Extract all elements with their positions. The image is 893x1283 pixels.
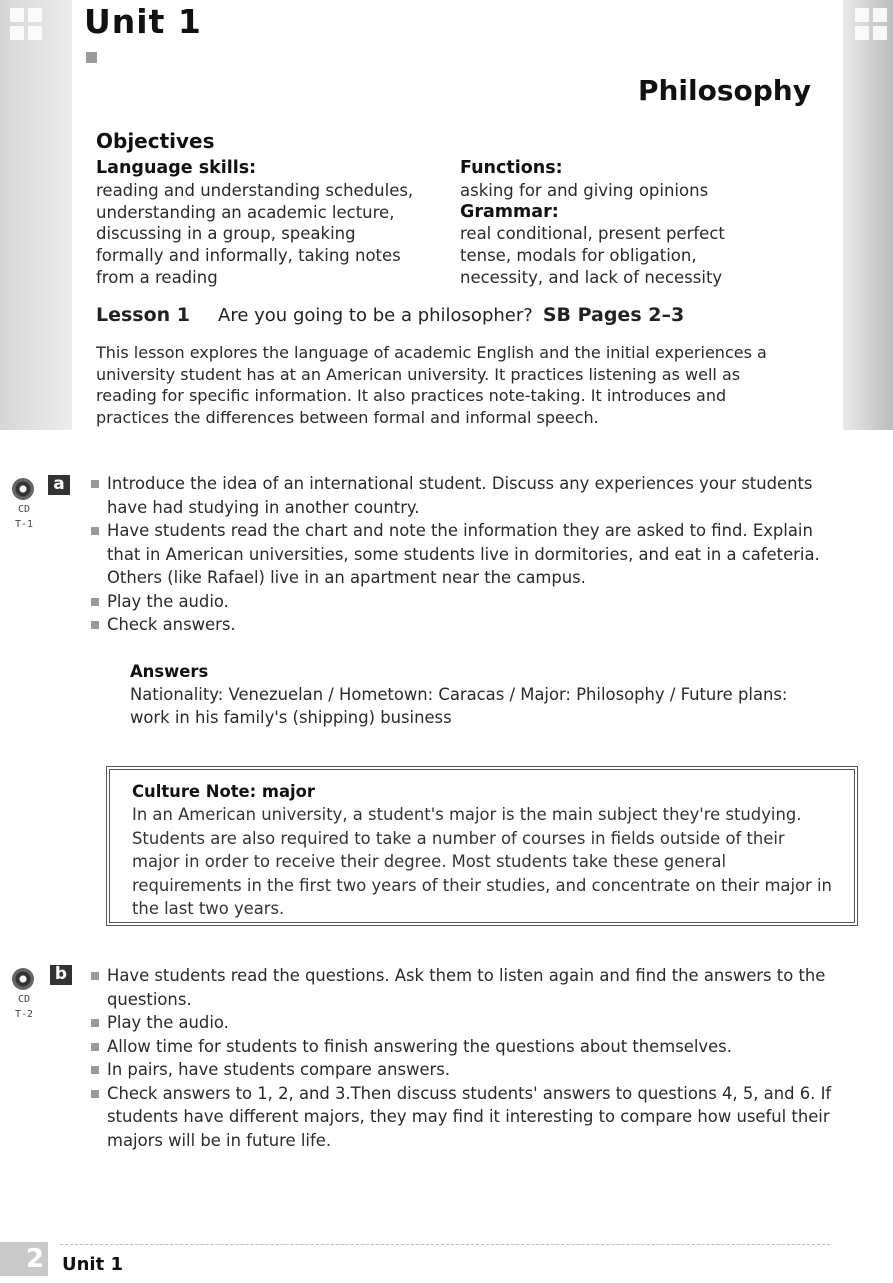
answers-text: Nationality: Venezuelan / Hometown: Caracas / Major: Philosophy / Future plans: work in his family's (shipping) business: [130, 685, 788, 727]
cd-track-b: [12, 968, 36, 1020]
skills-line: reading and understanding schedules,: [96, 180, 414, 200]
step-a-list: [90, 472, 850, 637]
cd-label: CD: [17, 994, 31, 1005]
list-item: Introduce the idea of an international student. Discuss any experiences your students have had studying in another country.: [90, 472, 850, 519]
cd-track-a: [12, 478, 36, 530]
section-title: Philosophy: [637, 74, 811, 107]
step-badge-b: b: [50, 965, 72, 985]
cd-disc-icon: [12, 478, 34, 500]
cd-disc-icon: [12, 968, 34, 990]
left-margin-band: [0, 0, 72, 430]
footer-rule: [60, 1244, 830, 1245]
list-item: Allow time for students to finish answering the questions about themselves.: [90, 1035, 860, 1059]
skills-line: discussing in a group, speaking: [96, 224, 356, 244]
grammar-line: necessity, and lack of necessity: [460, 267, 723, 287]
grammar-heading: Grammar:: [460, 201, 559, 222]
answers-heading: Answers: [130, 662, 209, 681]
corner-tiles-icon: [10, 8, 72, 40]
list-item: Have students read the questions. Ask them to listen again and find the answers to the questions.: [90, 964, 860, 1011]
list-item: Play the audio.: [90, 590, 850, 614]
cd-label: CD: [17, 504, 31, 515]
functions-line: asking for and giving opinions: [460, 180, 709, 200]
list-item: Have students read the chart and note the information they are asked to find. Explain that in American universities, some students live in dormitories, and eat in a cafeteria. Others (like Rafael) live in an apartment near the campus.: [90, 519, 850, 590]
skills-line: understanding an academic lecture,: [96, 202, 395, 222]
culture-note-box: [106, 766, 858, 926]
skills-line: from a reading: [96, 267, 218, 287]
right-margin-band: [843, 0, 893, 430]
list-item: Check answers to 1, 2, and 3.Then discuss students' answers to questions 4, 5, and 6. If students have different majors, they may find it interesting to compare how useful their majors will be in future life.: [90, 1082, 860, 1153]
track-label: T-1: [14, 519, 34, 530]
culture-note-heading: Culture Note: major: [132, 782, 316, 801]
culture-note-inner: [109, 769, 855, 923]
lesson-label: Lesson 1: [96, 304, 191, 326]
lesson-title: Are you going to be a philosopher?: [218, 305, 533, 326]
lesson-header: [96, 304, 684, 326]
page-number: 2: [0, 1242, 48, 1276]
culture-note-text: In an American university, a student's major is the main subject they're studying. Students are also required to take a number of courses in fields outside of their major in order to receive their degree. Most students take these general requirements in the first two years of their studies, and concentrate on their major in the last two years.: [132, 805, 832, 919]
grammar-line: real conditional, present perfect: [460, 224, 725, 244]
corner-tiles-icon: [855, 8, 893, 40]
step-b-list: [90, 964, 860, 1152]
skills-line: formally and informally, taking notes: [96, 246, 401, 266]
functions-heading: Functions:: [460, 158, 563, 178]
track-label: T-2: [14, 1009, 34, 1020]
list-item: In pairs, have students compare answers.: [90, 1058, 860, 1082]
decorative-square: [86, 52, 97, 63]
step-badge-a: a: [48, 475, 70, 495]
language-skills-block: [96, 158, 456, 289]
grammar-line: tense, modals for obligation,: [460, 246, 697, 266]
list-item: Play the audio.: [90, 1011, 860, 1035]
objectives-heading: Objectives: [96, 129, 215, 153]
list-item: Check answers.: [90, 613, 850, 637]
lesson-intro: This lesson explores the language of academic English and the initial experiences a university student has at an American university. It practices listening as well as reading for specific information. It also practices note-taking. It introduces and practices the differences between formal and informal speech.: [96, 343, 767, 427]
functions-grammar-block: [460, 158, 800, 289]
sb-pages: SB Pages 2–3: [542, 304, 685, 326]
language-skills-heading: Language skills:: [96, 158, 257, 178]
unit-title: Unit 1: [84, 2, 202, 41]
footer-unit-label: Unit 1: [62, 1254, 123, 1275]
answers-block: [130, 660, 820, 729]
